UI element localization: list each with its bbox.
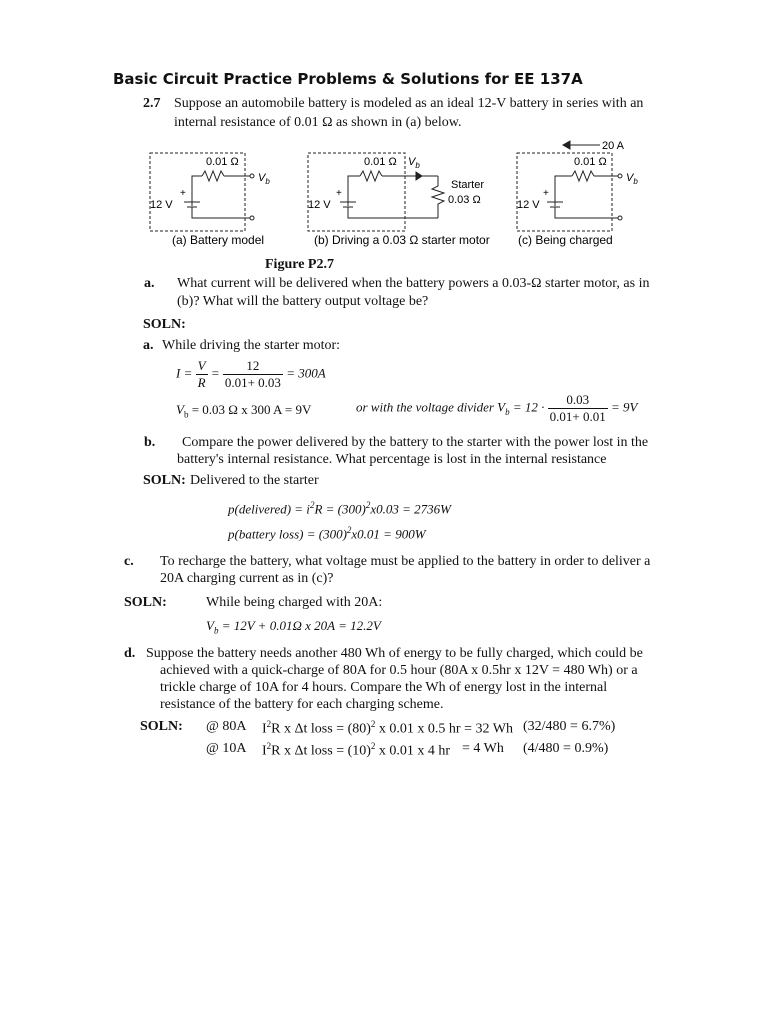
part-d-q3: trickle charge of 10A for 4 hours. Compare the Wh of energy lost in the internal (160, 680, 608, 695)
figure-title: Figure P2.7 (265, 257, 334, 272)
r-label-a: 0.01 Ω (206, 156, 239, 168)
part-c-soln-text: While being charged with 20A: (206, 595, 383, 610)
v-label-c: 12 V (517, 199, 540, 211)
equation-current: I = $\frac{V}{R}$ = $\frac{12}{0.01+ 0.03}$ = 300A (176, 358, 326, 390)
part-d-q4: resistance of the battery for each charging scheme. (160, 697, 444, 712)
part-a-q1: What current will be delivered when the battery powers a 0.03-Ω starter motor, as in (177, 276, 650, 291)
part-c-label: c. (124, 554, 134, 569)
part-a-soln: SOLN: (143, 317, 186, 332)
part-b-soln: SOLN: (143, 473, 186, 488)
resistor-c (572, 171, 594, 181)
part-a-label: a. (144, 276, 155, 291)
vb-label-b: $V_b$ (408, 156, 420, 170)
plus-b: + (336, 188, 342, 199)
problem-line-1: Suppose an automobile battery is modeled as an ideal 12-V battery in series with an (174, 96, 644, 111)
v-label-b: 12 V (308, 199, 331, 211)
plus-c: + (543, 188, 549, 199)
problem-line-2: internal resistance of 0.01 Ω as shown in (a) below. (174, 115, 462, 130)
r-label-b: 0.01 Ω (364, 156, 397, 168)
part-c-soln: SOLN: (124, 595, 167, 610)
starter-r-label: 0.03 Ω (448, 194, 481, 206)
part-a-q2: (b)? What will the battery output voltage be? (177, 294, 429, 309)
part-c-q2: 20A charging current as in (c)? (160, 571, 334, 586)
document-title: Basic Circuit Practice Problems & Solutions for EE 137A (113, 70, 583, 88)
loss-row-10a: @ 10A (206, 741, 247, 756)
loss-row-10a-result: = 4 Wh (462, 741, 504, 756)
r-label-c: 0.01 Ω (574, 156, 607, 168)
starter-label: Starter (451, 179, 485, 191)
part-d-soln: SOLN: (140, 719, 183, 734)
problem-number: 2.7 (143, 96, 161, 111)
equation-p-loss: p(battery loss) = $(300)^2x0.01 = 900W$ (228, 525, 426, 542)
loss-row-80a: @ 80A (206, 719, 247, 734)
loss-row-80a-percent: (32/480 = 6.7%) (523, 719, 616, 734)
equation-charge-voltage: $V_b = 12V + 0.01\Omega$ x 20A = 12.2V (206, 618, 381, 636)
starter-resistor (432, 176, 444, 218)
vb-label-c: $V_b$ (626, 172, 638, 186)
caption-c: (c) Being charged (518, 233, 613, 247)
part-a-sol-label: a. (143, 338, 154, 353)
part-b-q1: Compare the power delivered by the battery to the starter with the power lost in the (182, 435, 649, 450)
plus-a: + (180, 188, 186, 199)
part-b-soln-text: Delivered to the starter (190, 473, 319, 488)
caption-a: (a) Battery model (172, 233, 265, 247)
part-b-q2: battery's internal resistance. What percentage is lost in the internal resistance (177, 452, 607, 467)
equation-divider: or with the voltage divider $V_b = 12$ · $\frac{0.03}{0.01+ 0.01}$ = 9V (356, 392, 638, 424)
part-a-sol-text: While driving the starter motor: (162, 338, 341, 353)
caption-b: (b) Driving a 0.03 Ω starter motor (314, 233, 490, 247)
part-d-label: d. (124, 646, 136, 661)
current-label: 20 A (602, 140, 625, 152)
part-d-q2: achieved with a quick-charge of 80A for 0.5 hour (80A x 0.5hr x 12V = 480 Wh) or a (160, 663, 638, 678)
loss-row-10a-formula: $I^2R$ x Δt loss = $(10)^2$ x 0.01 x 4 hr (262, 741, 451, 759)
v-label-a: 12 V (150, 199, 173, 211)
equation-vb: $V_b = 0.03$ Ω x 300 A = 9V (176, 402, 312, 420)
part-d-q1: Suppose the battery needs another 480 Wh of energy to be fully charged, which could be (146, 646, 643, 661)
loss-row-80a-formula: $I^2R$ x Δt loss = $(80)^2$ x 0.01 x 0.5 hr = 32 Wh (262, 719, 513, 737)
vb-label-a: $V_b$ (258, 172, 270, 186)
equation-p-delivered: p(delivered) = $i^2R = (300)^2x0.03 = 2736W$ (228, 500, 451, 517)
resistor-b (360, 171, 382, 181)
part-c-q1: To recharge the battery, what voltage must be applied to the battery in order to deliver a (160, 554, 651, 569)
loss-row-10a-percent: (4/480 = 0.9%) (523, 741, 609, 756)
circuit-figure (140, 138, 640, 250)
part-b-label: b. (144, 435, 156, 450)
resistor-a (202, 171, 224, 181)
